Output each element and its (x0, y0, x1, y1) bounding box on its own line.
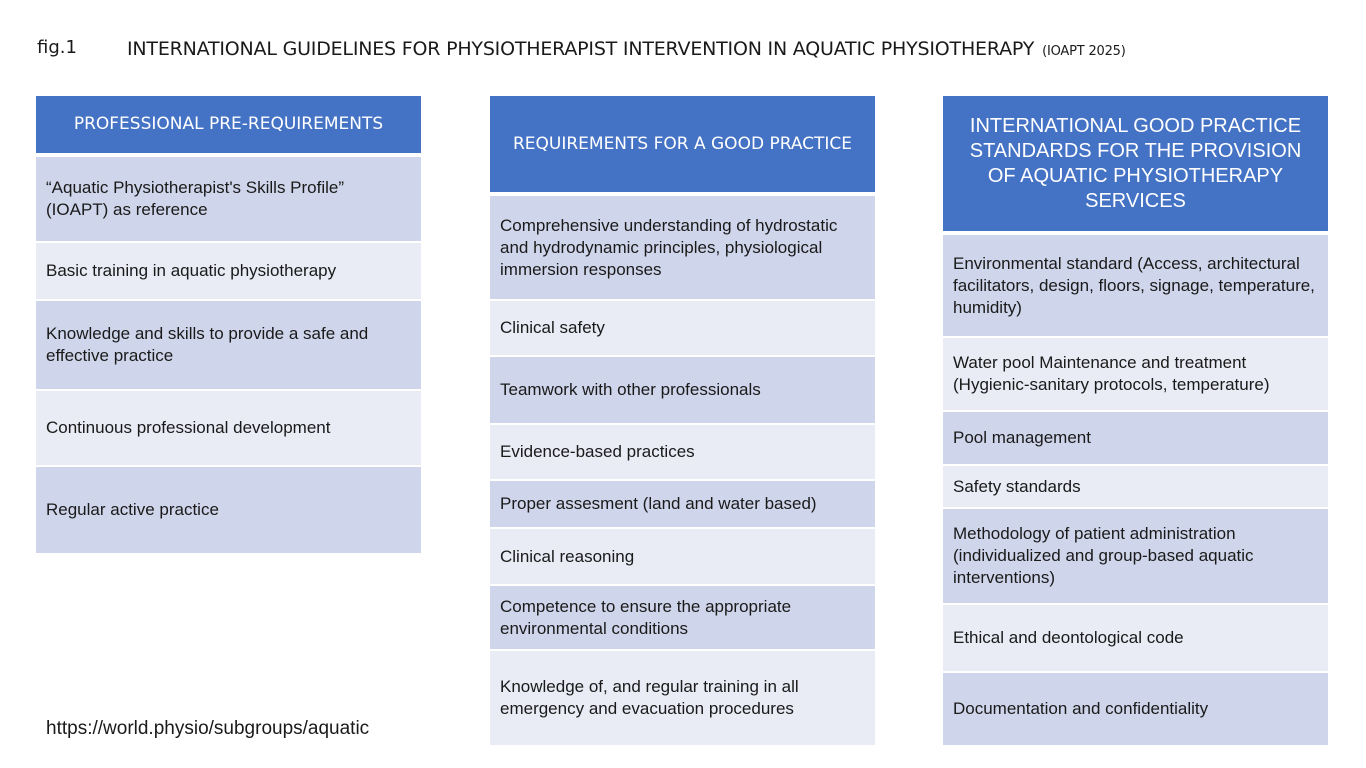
title-source: (IOAPT 2025) (1042, 44, 1126, 59)
footer-url[interactable]: https://world.physio/subgroups/aquatic (46, 718, 370, 739)
column-header: INTERNATIONAL GOOD PRACTICE STANDARDS FOR THE PROVISION OF AQUATIC PHYSIOTHERAPY SERVICES (943, 96, 1328, 231)
list-item: Comprehensive understanding of hydrostatic and hydrodynamic principles, physiological immersion responses (490, 196, 875, 299)
list-item: Clinical reasoning (490, 529, 875, 584)
list-item: Water pool Maintenance and treatment (Hygienic-sanitary protocols, temperature) (943, 338, 1328, 410)
list-item: Pool management (943, 412, 1328, 464)
list-item: Safety standards (943, 466, 1328, 507)
slide-title (127, 38, 1126, 60)
list-item: Competence to ensure the appropriate environmental conditions (490, 586, 875, 649)
column-header: REQUIREMENTS FOR A GOOD PRACTICE (490, 96, 875, 192)
column-header: PROFESSIONAL PRE-REQUIREMENTS (36, 96, 421, 153)
list-item: Regular active practice (36, 467, 421, 553)
title-text: INTERNATIONAL GUIDELINES FOR PHYSIOTHERAPIST INTERVENTION IN AQUATIC PHYSIOTHERAPY (127, 38, 1035, 60)
list-item: Methodology of patient administration (individualized and group-based aquatic interventions) (943, 509, 1328, 603)
list-item: Documentation and confidentiality (943, 673, 1328, 745)
list-item: Proper assesment (land and water based) (490, 481, 875, 527)
list-item: Environmental standard (Access, architectural facilitators, design, floors, signage, temperature, humidity) (943, 235, 1328, 336)
list-item: “Aquatic Physiotherapist's Skills Profile” (IOAPT) as reference (36, 157, 421, 241)
list-item: Clinical safety (490, 301, 875, 355)
list-item: Knowledge of, and regular training in all emergency and evacuation procedures (490, 651, 875, 745)
list-item: Knowledge and skills to provide a safe and effective practice (36, 301, 421, 389)
list-item: Basic training in aquatic physiotherapy (36, 243, 421, 299)
list-item: Teamwork with other professionals (490, 357, 875, 423)
list-item: Continuous professional development (36, 391, 421, 465)
list-item: Evidence-based practices (490, 425, 875, 479)
list-item: Ethical and deontological code (943, 605, 1328, 671)
figure-label: fig.1 (37, 37, 77, 58)
